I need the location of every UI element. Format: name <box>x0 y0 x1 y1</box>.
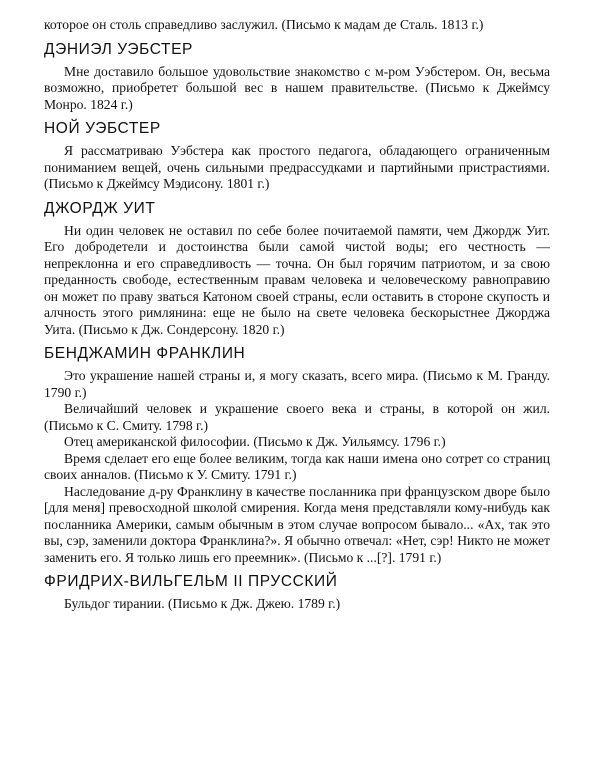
intro-paragraph: которое он столь справедливо заслужил. (Письмо к мадам де Сталь. 1813 г.) <box>44 17 484 32</box>
section-heading: НОЙ УЭБСТЕР <box>44 120 161 137</box>
section-george-wythe <box>44 200 550 339</box>
section-heading: ДЭНИЭЛ УЭБСТЕР <box>44 40 193 58</box>
paragraph: Это украшение нашей страны и, я могу сказать, всего мира. (Письмо к М. Гранду. 1790 г.) <box>44 368 550 400</box>
paragraph: Время сделает его еще более великим, тогда как наши имена оно сотрет со страниц своих анналов. (Письмо к У. Смиту. 1791 г.) <box>44 450 550 482</box>
section-heading: БЕНДЖАМИН ФРАНКЛИН <box>44 345 246 362</box>
paragraph: Я рассматриваю Уэбстера как простого педагога, обладающего ограниченным пониманием вещей, очень сильными предрассудками и партийными пристрастиями. (Письмо к Джеймсу Мэдисону. 1801 г.) <box>44 143 550 191</box>
section-heading: ФРИДРИХ-ВИЛЬГЕЛЬМ II ПРУССКИЙ <box>44 573 338 590</box>
section-heading: ДЖОРДЖ УИТ <box>44 199 156 217</box>
paragraph: Величайший человек и украшение своего века и страны, в которой он жил. (Письмо к С. Смиту. 1798 г.) <box>44 401 550 433</box>
paragraph: Бульдог тирании. (Письмо к Дж. Джею. 1789 г.) <box>64 596 341 611</box>
paragraph: Ни один человек не оставил по себе более почитаемой памяти, чем Джордж Уит. Его добродетели и достоинства были самой чистой воды; его честность — непреклонна и его справедливость — точна. Он был горячим патриотом, и за свою преданность свободе, естественным правам человека и человеческому равноправию он может по праву зваться Катоном своей страны, если оставить в стороне скупость и алчность этого римлянина: еще не было на свете человека бескорыстнее Джорджа Уита. (Письмо к Дж. Сондерсону. 1820 г.) <box>44 222 550 337</box>
section-frederick-william-ii <box>44 573 550 613</box>
paragraph: Отец американской философии. (Письмо к Дж. Уильямсу. 1796 г.) <box>64 434 446 449</box>
section-benjamin-franklin <box>44 345 550 566</box>
paragraph: Наследование д-ру Франклину в качестве посланника при французском дворе было [для меня] превосходной школой смирения. Когда меня представляли кому-нибудь как посланника Америки, самым обычным в этом случае вопросом бывало... «Ах, так это вы, сэр, заменили доктора Франклина?». Я обычно отвечал: «Нет, сэр! Никто не может заменить его. Я только лишь его преемник». (Письмо к ...[?]. 1791 г.) <box>44 483 550 565</box>
paragraph: Мне доставило большое удовольствие знакомство с м-ром Уэбстером. Он, весьма возможно, приобретет большой вес в нашем правительстве. (Письмо к Джеймсу Монро. 1824 г.) <box>44 63 550 112</box>
section-noah-webster <box>44 120 550 193</box>
section-daniel-webster <box>44 41 550 114</box>
